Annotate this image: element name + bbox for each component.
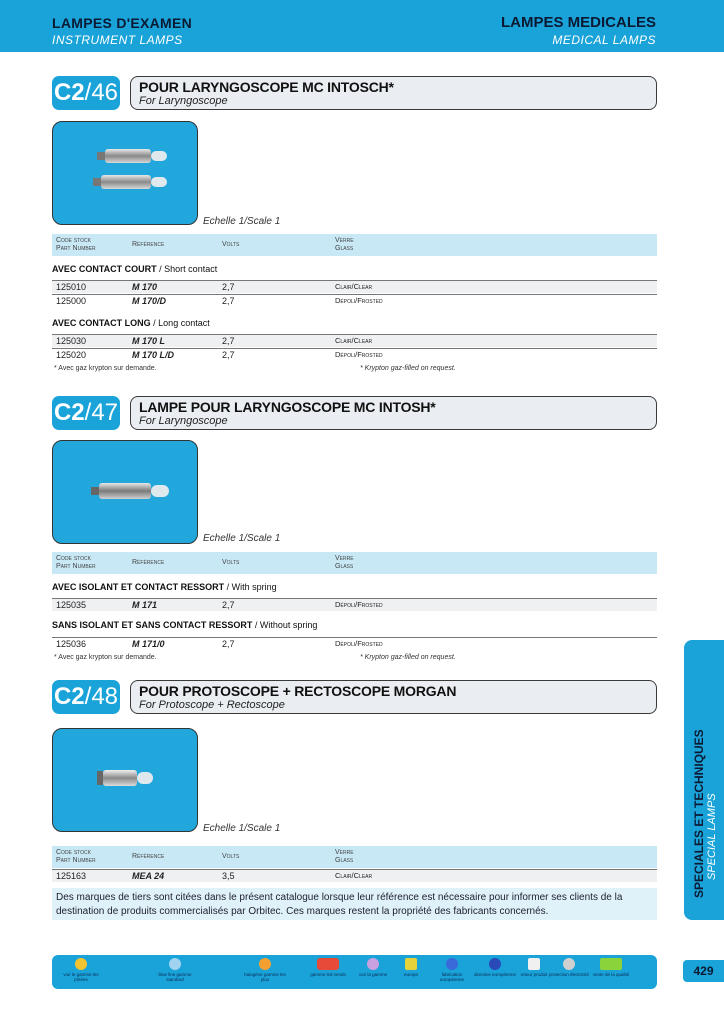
icon-dot — [317, 958, 339, 970]
table-header: Code stock Part Number Référence Volts Verre Glass — [52, 846, 657, 868]
table-row: 125036 M 171/0 2,7 Dépoli/Frosted — [52, 637, 657, 650]
icon-dot — [600, 958, 622, 970]
icon-dot — [367, 958, 379, 970]
section-title: POUR PROTOSCOPE + RECTOSCOPE MORGAN — [139, 683, 457, 699]
halogen-icon: halogène gamme les plus — [242, 958, 288, 982]
group-label: AVEC CONTACT LONG / Long contact — [52, 318, 210, 328]
header-left-subtitle: INSTRUMENT LAMPS — [52, 33, 183, 47]
product-section-c2-46 — [52, 76, 657, 376]
table-row: 125000 M 170/D 2,7 Dépoli/Frosted — [52, 294, 657, 307]
section-title-box — [130, 76, 657, 110]
product-section-c2-47 — [52, 396, 657, 671]
lamp-photo — [52, 728, 198, 832]
icon-dot — [489, 958, 501, 970]
table-row: 125035 M 171 2,7 Dépoli/Frosted — [52, 598, 657, 611]
table-row: 125030 M 170 L 2,7 Clair/Clear — [52, 334, 657, 347]
section-code-badge: C2/46 — [52, 76, 120, 110]
footnote-en: * Krypton gaz-filled on request. — [360, 654, 456, 661]
star-icon: voir la gamme — [350, 958, 396, 977]
led-icon: gamme led vends — [305, 958, 351, 977]
section-subtitle: For Protoscope + Rectoscope — [139, 699, 285, 711]
lamp-photo — [52, 440, 198, 544]
icon-dot — [405, 958, 417, 970]
footnote-fr: * Avec gaz krypton sur demande. — [54, 365, 157, 372]
header-right-title: LAMPES MEDICALES — [500, 14, 656, 31]
page-number: 429 — [683, 960, 724, 982]
lamp-bulb-icon — [53, 441, 198, 544]
square-icon: europe — [388, 958, 434, 977]
icon-dot — [563, 958, 575, 970]
icon-dot — [528, 958, 540, 970]
bulb-icon: blue line gamme standard — [152, 958, 198, 982]
side-tab-title: SPECIALES ET TECHNIQUES — [692, 729, 706, 898]
lamp-photo — [52, 121, 198, 225]
side-tab-subtitle: SPECIAL LAMPS — [706, 793, 718, 880]
table-row: 125163 MEA 24 3,5 Clair/Clear — [52, 869, 657, 882]
table-row: 125020 M 170 L/D 2,7 Dépoli/Frosted — [52, 348, 657, 361]
table-header: Code stock Part Number Référence Volts Verre Glass — [52, 552, 657, 574]
group-label: SANS ISOLANT ET SANS CONTACT RESSORT / Without spring — [52, 620, 318, 630]
header-right-subtitle: MEDICAL LAMPS — [552, 33, 656, 47]
shield-icon: protection électricité — [546, 958, 592, 977]
footnote-fr: * Avec gaz krypton sur demande. — [54, 654, 157, 661]
group-label: AVEC CONTACT COURT / Short contact — [52, 264, 218, 274]
lamp-bulb-icon — [53, 729, 198, 832]
side-category-tab — [684, 640, 724, 920]
trademark-disclaimer: Des marques de tiers sont citées dans le présent catalogue lorsque leur référence est nécessaire pour informer ses clients de la destination de produits commercialisés par Orbitec. Ces marques restent la propriété des fabricants concernés. — [52, 888, 657, 920]
header-left-title: LAMPES D'EXAMEN — [52, 15, 193, 31]
gear-icon: vente de la qualité — [588, 958, 634, 977]
table-header: Code stock Part Number Référence Volts Verre Glass — [52, 234, 657, 256]
lamp-bulb-icon — [53, 122, 198, 225]
icon-dot — [259, 958, 271, 970]
scale-label: Echelle 1/Scale 1 — [203, 533, 281, 544]
page-header — [0, 0, 724, 52]
ce-icon: directive européenne — [472, 958, 518, 977]
table-row: 125010 M 170 2,7 Clair/Clear — [52, 280, 657, 293]
section-title: POUR LARYNGOSCOPE MC INTOSCH* — [139, 79, 394, 95]
product-section-c2-48 — [52, 680, 657, 880]
globe-icon: fabrication européenne — [429, 958, 475, 982]
section-subtitle: For Laryngoscope — [139, 95, 228, 107]
box-icon: retour produit — [511, 958, 557, 977]
scale-label: Echelle 1/Scale 1 — [203, 823, 281, 834]
icon-dot — [169, 958, 181, 970]
section-subtitle: For Laryngoscope — [139, 415, 228, 427]
icon-dot — [446, 958, 458, 970]
scale-label: Echelle 1/Scale 1 — [203, 216, 281, 227]
section-code-badge: C2/47 — [52, 396, 120, 430]
group-label: AVEC ISOLANT ET CONTACT RESSORT / With spring — [52, 582, 277, 592]
section-title-box — [130, 680, 657, 714]
section-code-badge: C2/48 — [52, 680, 120, 714]
icon-dot — [75, 958, 87, 970]
section-title: LAMPE POUR LARYNGOSCOPE MC INTOSH* — [139, 399, 436, 415]
footer-icon-bar — [52, 955, 657, 989]
section-title-box — [130, 396, 657, 430]
footnote-en: * Krypton gaz-filled on request. — [360, 365, 456, 372]
sun-icon: voir le gamme les pritées — [58, 958, 104, 982]
